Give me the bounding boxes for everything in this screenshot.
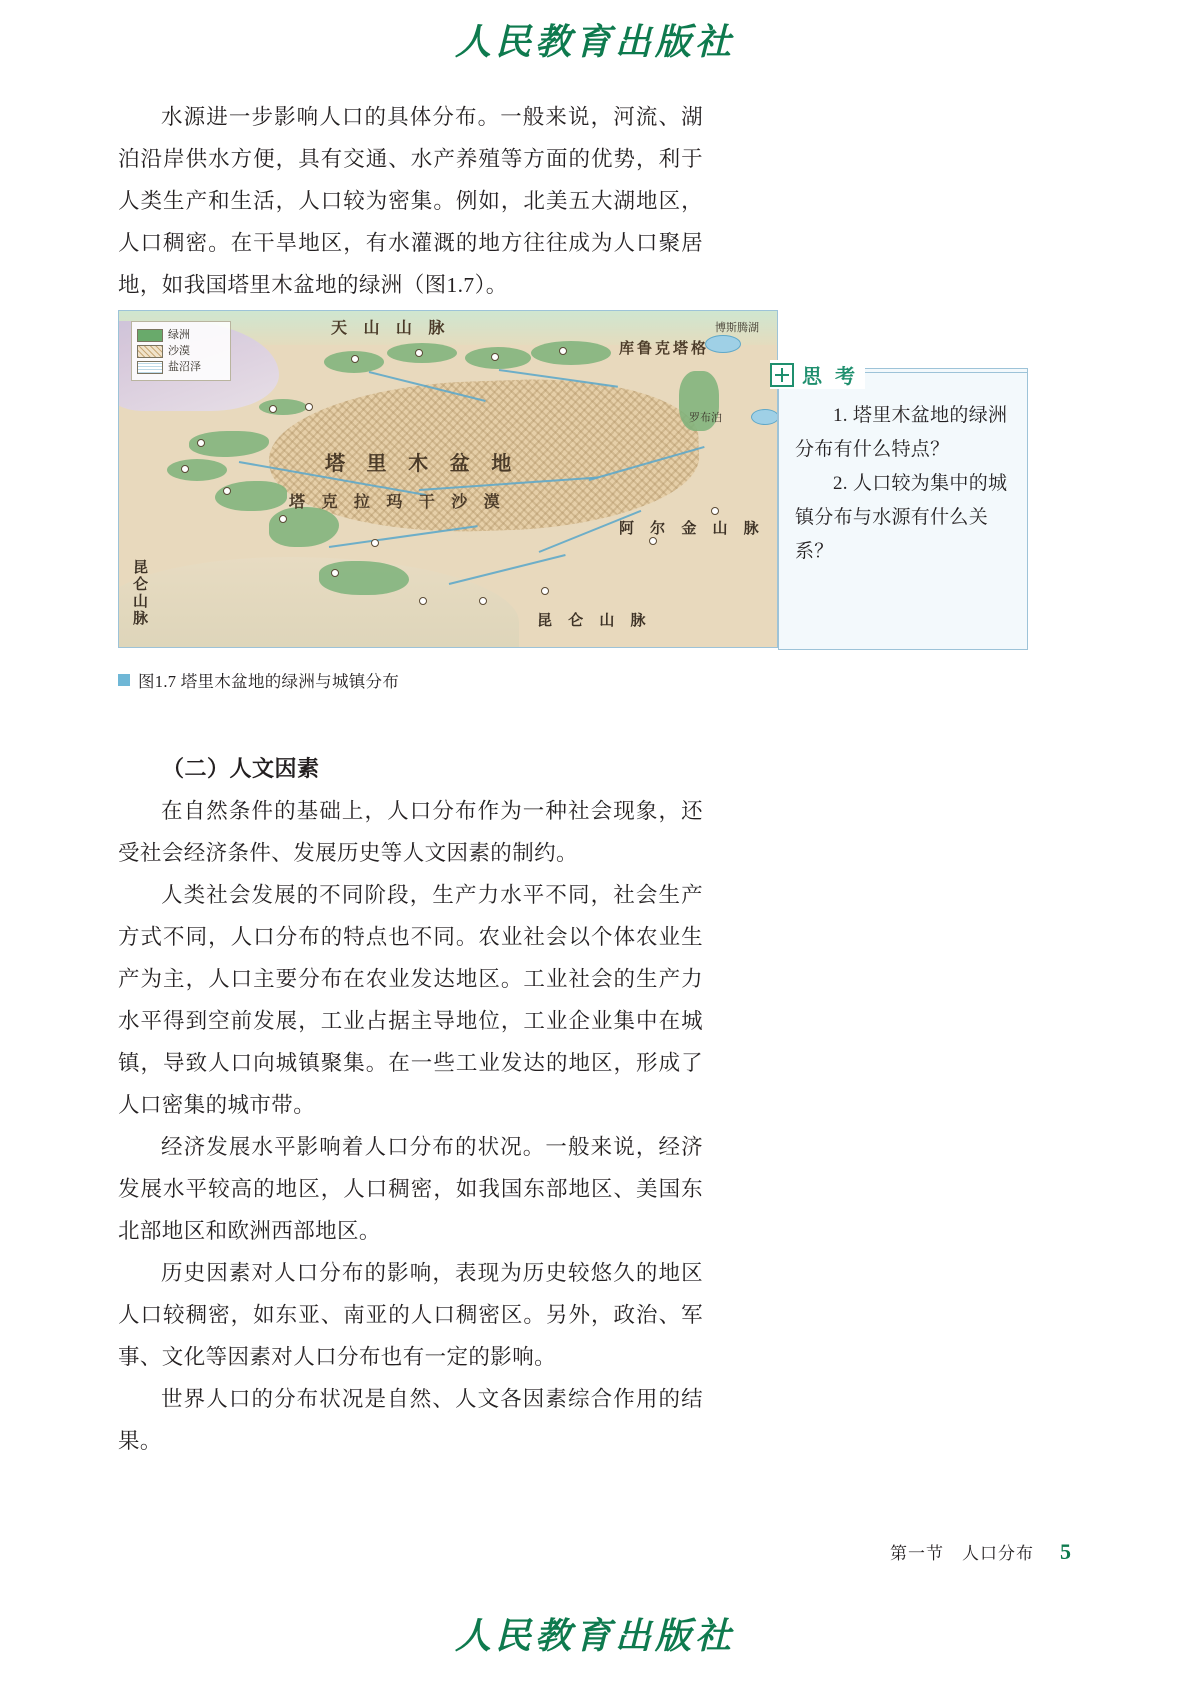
river-line (449, 554, 566, 585)
oasis-patch (269, 507, 339, 547)
think-box-title: 思 考 (802, 366, 859, 388)
think-question-1: 1. 塔里木盆地的绿洲分布有什么特点？ (795, 405, 1008, 460)
oasis-patch (259, 399, 307, 415)
figure-1-7 (118, 310, 778, 648)
page-footer (890, 1539, 1072, 1565)
map-label-kunlun-left: 昆仑山脉 (131, 559, 148, 627)
section-heading: （二）人文因素 (162, 756, 320, 781)
town-marker (559, 347, 567, 355)
think-box (778, 368, 1028, 650)
map-label-taklamakan: 塔 克 拉 玛 干 沙 漠 (289, 494, 506, 511)
town-marker (711, 507, 719, 515)
legend-label: 盐沼泽 (168, 361, 201, 373)
town-marker (181, 465, 189, 473)
river-line (329, 525, 478, 548)
legend-swatch-icon (137, 361, 163, 374)
map-label-kunlun-right: 昆 仑 山 脉 (537, 612, 652, 629)
caption-text: 图1.7 塔里木盆地的绿洲与城镇分布 (138, 672, 400, 691)
paragraph-1: 在自然条件的基础上，人口分布作为一种社会现象，还受社会经济条件、发展历史等人文因素的制约。 (118, 799, 703, 865)
map-label-altun: 阿 尔 金 山 脉 (619, 520, 765, 537)
legend-label: 绿洲 (168, 329, 190, 341)
town-marker (491, 353, 499, 361)
map-label-tianshan: 天 山 山 脉 (331, 320, 451, 337)
town-marker (331, 569, 339, 577)
oasis-patch (319, 561, 409, 595)
map-tarim-basin (118, 310, 778, 648)
section-human-factors (118, 748, 703, 1462)
legend-item-oasis (137, 328, 225, 342)
paragraph-3: 经济发展水平影响着人口分布的状况。一般来说，经济发展水平较高的地区，人口稠密，如我国东部地区、美国东北部地区和欧洲西部地区。 (118, 1135, 703, 1243)
map-label-kuluketage: 库鲁克塔格 (619, 340, 710, 357)
oasis-patch (531, 341, 611, 365)
legend-item-salt-marsh (137, 360, 225, 374)
town-marker (351, 355, 359, 363)
page-number: 5 (1060, 1539, 1072, 1564)
town-marker (415, 349, 423, 357)
town-marker (223, 487, 231, 495)
town-marker (541, 587, 549, 595)
map-label-tarim-basin: 塔 里 木 盆 地 (325, 453, 520, 475)
plus-square-icon (770, 363, 794, 387)
paragraph-4: 历史因素对人口分布的影响，表现为历史较悠久的地区人口较稠密，如东亚、南亚的人口稠密区。另外，政治、军事、文化等因素对人口分布也有一定的影响。 (118, 1261, 703, 1369)
top-text-block (118, 96, 703, 306)
footer-section-label: 第一节 人口分布 (890, 1544, 1034, 1563)
think-box-rule (860, 372, 1028, 373)
lake-bosten (705, 335, 741, 353)
legend-swatch-icon (137, 329, 163, 342)
map-label-bosten: 博斯腾湖 (715, 322, 759, 334)
oasis-patch (167, 459, 227, 481)
publisher-wordmark-bottom: 人民教育出版社 (454, 1616, 735, 1656)
map-label-lop-nur: 罗布泊 (689, 412, 722, 424)
legend-swatch-icon (137, 345, 163, 358)
figure-caption (118, 668, 399, 692)
lake-lop-nur (751, 409, 778, 425)
legend-item-desert (137, 344, 225, 358)
oasis-patch (215, 481, 287, 511)
town-marker (279, 515, 287, 523)
caption-marker-icon (118, 674, 130, 686)
town-marker (479, 597, 487, 605)
think-question-2: 2. 人口较为集中的城镇分布与水源有什么关系？ (795, 473, 1008, 562)
town-marker (305, 403, 313, 411)
publisher-wordmark-top: 人民教育出版社 (454, 22, 735, 62)
map-legend (131, 321, 231, 381)
paragraph-water-sources: 水源进一步影响人口的具体分布。一般来说，河流、湖泊沿岸供水方便，具有交通、水产养殖等方面的优势，利于人类生产和生活，人口较为密集。例如，北美五大湖地区，人口稠密。在干旱地区，有水灌溉的地方往往成为人口聚居地，如我国塔里木盆地的绿洲（图1.7）。 (118, 105, 703, 297)
town-marker (371, 539, 379, 547)
town-marker (269, 405, 277, 413)
town-marker (197, 439, 205, 447)
paragraph-2: 人类社会发展的不同阶段，生产力水平不同，社会生产方式不同，人口分布的特点也不同。农业社会以个体农业生产为主，人口主要分布在农业发达地区。工业社会的生产力水平得到空前发展，工业占据主导地位，工业企业集中在城镇，导致人口向城镇聚集。在一些工业发达的地区，形成了人口密集的城市带。 (118, 883, 703, 1117)
town-marker (419, 597, 427, 605)
legend-label: 沙漠 (168, 345, 190, 357)
town-marker (649, 537, 657, 545)
think-box-header (770, 360, 865, 389)
paragraph-5: 世界人口的分布状况是自然、人文各因素综合作用的结果。 (118, 1387, 703, 1453)
